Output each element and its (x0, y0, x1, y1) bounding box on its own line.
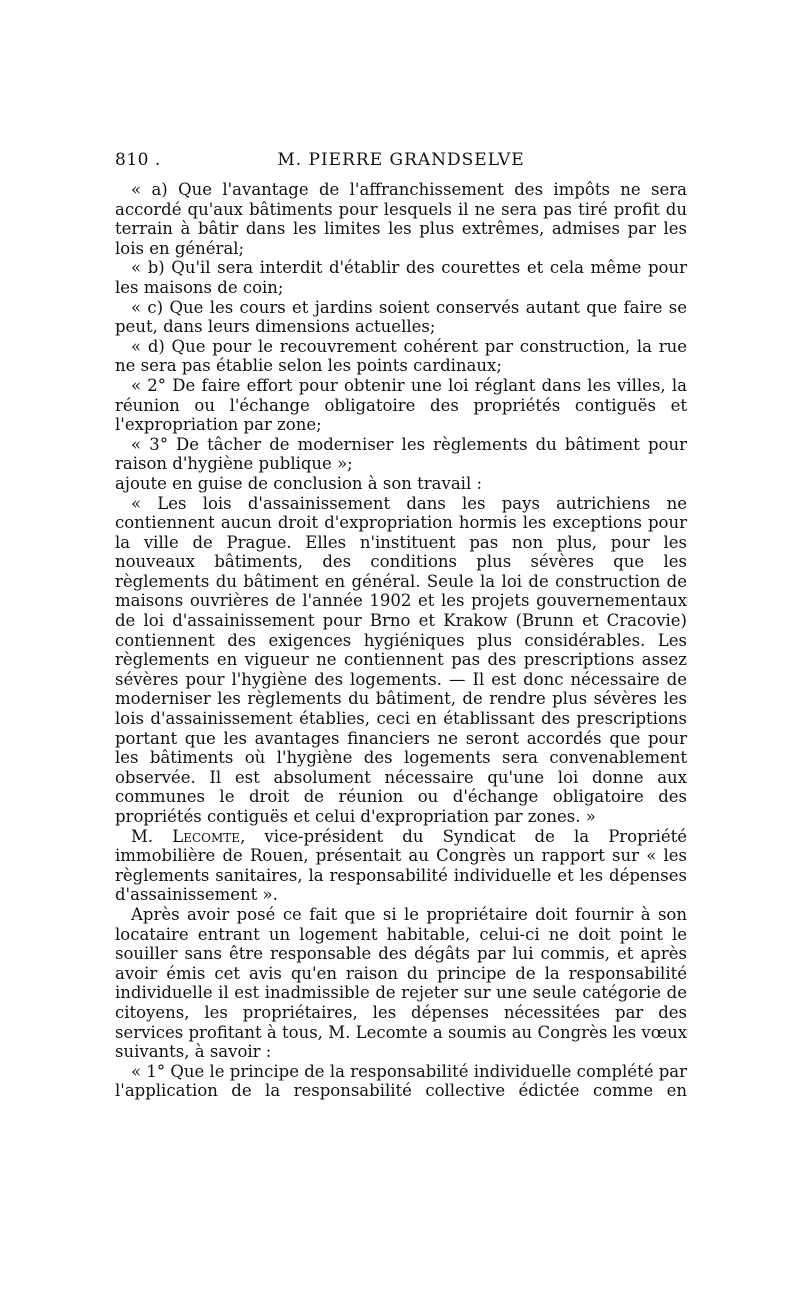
paragraph-2: « 2° De faire effort pour obtenir une loi réglant dans les villes, la réunion ou l'échange obligatoire des propriétés contiguës et l'expropriation par zone; (115, 375, 687, 435)
paragraph-apres: Après avoir posé ce fait que si le propriétaire doit fournir à son locataire entrant un logement habitable, celui-ci ne doit point le souiller sans être responsable des dégâts par lui commis, et après avoir émis cet avis qu'en raison du principe de la responsabilité individuelle il est inadmissible de rejeter sur une seule catégorie de citoyens, les propriétaires, les dépenses nécessitées par des services profitant à tous, M. Lecomte a soumis au Congrès les vœux suivants, à savoir : (115, 904, 687, 1062)
paragraph-3: « 3° De tâcher de moderniser les règlements du bâtiment pour raison d'hygiène publique »; (115, 434, 687, 474)
paragraph-1-voeux: « 1° Que le principe de la responsabilité individuelle complété par l'application de la responsabilité collective édictée comme en (115, 1061, 687, 1101)
paragraph-lecomte (115, 827, 687, 905)
paragraph-a: « a) Que l'avantage de l'affranchissement des impôts ne sera accordé qu'aux bâtiments pour lesquels il ne sera pas tiré profit du terrain à bâtir dans les limites les plus extrêmes, admises par les lois en général; (115, 180, 687, 258)
paragraph-d: « d) Que pour le recouvrement cohérent par construction, la rue ne sera pas établie selon les points cardinaux; (115, 336, 687, 376)
paragraph-conclusion-intro: ajoute en guise de conclusion à son travail : (115, 473, 483, 493)
document-page (115, 150, 687, 1101)
paragraph-b: « b) Qu'il sera interdit d'établir des courettes et cela même pour les maisons de coin; (115, 258, 687, 297)
paragraph-c: « c) Que les cours et jardins soient conservés autant que faire se peut, dans leurs dimensions actuelles; (115, 297, 687, 337)
speaker-name: M. Lecomte (131, 826, 241, 846)
paragraph-conclusion: « Les lois d'assainissement dans les pays autrichiens ne contiennent aucun droit d'expropriation hormis les exceptions pour la ville de Prague. Elles n'instituent pas non plus, pour les nouveaux bâtiments, des conditions plus sévères que les règlements du bâtiment en général. Seule la loi de construction de maisons ouvrières de l'année 1902 et les projets gouvernementaux de loi d'assainissement pour Brno et Krakow (Brunn et Cracovie) contiennent des exigences hygiéniques plus considérables. Les règlements en vigueur ne contiennent pas des prescriptions assez sévères pour l'hygiène des logements. — Il est donc nécessaire de moderniser les règlements du bâtiment, de rendre plus sévères les lois d'assainissement établies, ceci en établissant des prescriptions portant que les avantages financiers ne seront accordés que pour les bâtiments où l'hygiène des logements sera convenablement observée. Il est absolument nécessaire qu'une loi donne aux communes le droit de réunion ou d'échange obligatoire des propriétés contiguës et celui d'expropriation par zones. » (115, 493, 687, 826)
running-head: M. PIERRE GRANDSELVE (277, 150, 525, 170)
page-header (115, 150, 687, 180)
paragraph-lecomte-text: , vice-président du Syndicat de la Propriété immobilière de Rouen, présentait au Congrès un rapport sur « les règlements sanitaires, la responsabilité individuelle et les dépenses d'assainissement ». (115, 826, 688, 905)
page-number: 810 . (115, 150, 161, 170)
body-text (115, 180, 687, 1101)
